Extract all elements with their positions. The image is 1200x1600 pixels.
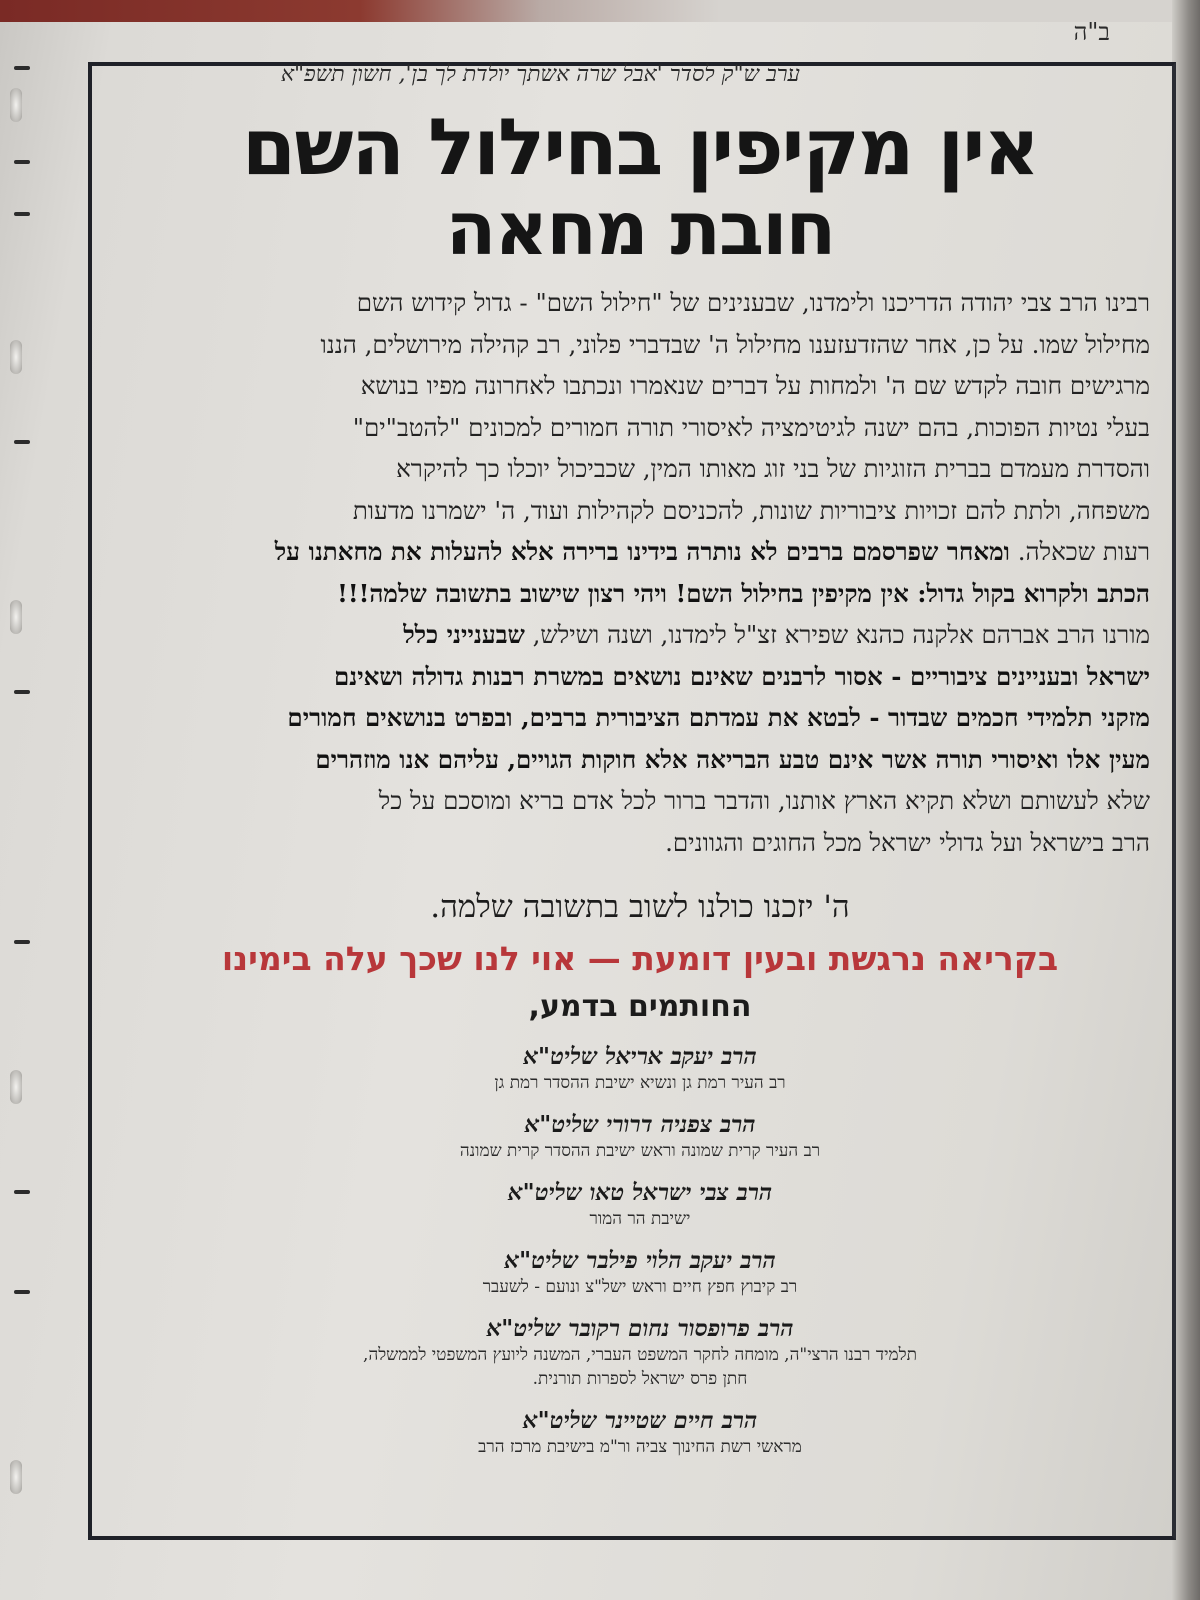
binder-hole (10, 1070, 22, 1104)
event-line-text: ערב ש"ק לסדר 'אבל שרה אשתך יולדת לך בן', חשון תשפ"א (280, 62, 800, 87)
body-line-text: רעות שכאלה. (1009, 537, 1150, 566)
signatory-name: הרב חיים שטיינר שליט"א (522, 1407, 758, 1434)
signatory (120, 1407, 1160, 1459)
signatory-name: הרב פרופסור נחום רקובר שליט"א (486, 1315, 794, 1342)
body-line-text: מחילול שמו. על כן, אחר שהזדעזענו מחילול ה' שבדברי פלוני, רב קהילה מירושלים, הננו (320, 329, 1150, 359)
binder-mark (14, 1290, 30, 1294)
corner-mark: ב"ה (1073, 18, 1110, 46)
body-line-text: בעלי נטיות הפוכות, בהם ישנה לגיטימציה לאיסורי תורה חמורים למכונים "להטב"ים" (352, 412, 1150, 442)
body-line (126, 822, 1150, 864)
headline-line-1: אין מקיפין בחילול השם (241, 103, 1039, 193)
binder-mark (14, 66, 30, 70)
body-line-emphasis: ומאחר שפרסמם ברבים לא נותרה בידינו ברירה אלא להעלות את מחאתנו על (274, 537, 1010, 566)
announcement (120, 60, 1160, 1459)
signatory-name: הרב יעקב הלוי פילבר שליט"א (504, 1247, 776, 1274)
body-line-text: שלא לעשותם ושלא תקיא הארץ אותנו, והדבר ברור לכל אדם בריא ומוסכם על כל (378, 786, 1150, 815)
binder-mark (14, 212, 30, 216)
binder-mark (14, 1190, 30, 1194)
binder-hole (10, 1460, 22, 1494)
binder-mark (14, 440, 30, 444)
body-line (126, 697, 1150, 739)
body-line (126, 531, 1150, 573)
signatory-title: רב קיבוץ חפץ חיים וראש ישל"צ ונועם - לשעבר (482, 1277, 798, 1297)
binder-mark (14, 940, 30, 944)
body-line-text: מורנו הרב אברהם אלקנה כהנא שפירא זצ"ל לימדנו, ושנה ושילש, (524, 620, 1150, 649)
body-line-emphasis: הכתב ולקרוא בקול גדול: אין מקיפין בחילול השם! ויהי רצון שישוב בתשובה שלמה!!! (337, 578, 1150, 608)
top-edge-strip (0, 0, 1200, 22)
body-line-text: משפחה, ולתת להם זכויות ציבוריות שונות, להכניסם לקהילות ועוד, ה' ישמרנו מדעות (352, 495, 1150, 525)
signatory-name: הרב יעקב אריאל שליט"א (523, 1043, 757, 1070)
signatory-title: רב העיר רמת גן ונשיא ישיבת ההסדר רמת גן (494, 1073, 786, 1093)
headline (120, 103, 1160, 272)
lament-line: בקריאה נרגשת ובעין דומעת — אוי לנו שכך עלה בימינו (221, 939, 1059, 978)
body-line (126, 324, 1150, 366)
signatories-list (120, 1043, 1160, 1459)
body-line-text: רבינו הרב צבי יהודה הדריכנו ולימדנו, שבענינים של "חילול השם" - גדול קידוש השם (356, 288, 1150, 317)
body-line (126, 739, 1150, 781)
binder-hole (10, 340, 22, 374)
body-line-text: מרגישים חובה לקדש שם ה' ולמחות על דברים שנאמרו ונכתבו לאחרונה מפיו בנושא (360, 371, 1150, 400)
body-line (126, 282, 1150, 324)
page-edge-shadow (1172, 0, 1200, 1600)
body-line (126, 573, 1150, 615)
body-line (126, 780, 1150, 822)
body-line-text: הרב בישראל ועל גדולי ישראל מכל החוגים והגוונים. (665, 827, 1150, 857)
body-text (120, 282, 1160, 863)
binder-hole (10, 600, 22, 634)
body-line (126, 614, 1150, 656)
binder-mark (14, 690, 30, 694)
headline-line-2: חובת מחאה (445, 186, 835, 272)
event-line (120, 60, 1160, 90)
body-line (126, 656, 1150, 698)
signatory-title-line-2: חתן פרס ישראל לספרות תורנית. (532, 1369, 748, 1389)
signatory (120, 1043, 1160, 1095)
body-line (126, 407, 1150, 449)
body-line-emphasis: מעין אלו ואיסורי תורה אשר אינם טבע הבריאה אלא חוקות הגויים, עליהם אנו מוזהרים (315, 744, 1150, 774)
body-line-emphasis: ישראל ובעניינים ציבוריים - אסור לרבנים שאינם נושאים במשרת רבנות גדולה ושאינם (333, 661, 1150, 691)
signatory (120, 1315, 1160, 1391)
signatories-header: החותמים בדמע, (528, 989, 752, 1024)
signatory-title: ישיבת הר המור (589, 1209, 691, 1229)
signatory (120, 1179, 1160, 1231)
signatory-title: מראשי רשת החינוך צביה ור"מ בישיבת מרכז הרב (478, 1437, 802, 1457)
body-line (126, 365, 1150, 407)
signatory-name: הרב צבי ישראל טאו שליט"א (507, 1179, 773, 1206)
body-line-emphasis: שבענייני כלל (403, 620, 525, 649)
body-line (126, 448, 1150, 490)
body-line-text: והסדרת מעמדם בברית הזוגיות של בני זוג מאותו המין, שכביכול יוכלו כך להיקרא (396, 454, 1150, 483)
body-line-emphasis: מזקני תלמידי חכמים שבדור - לבטא את עמדתם הציבורית ברבים, ובפרט בנושאים חמורים (287, 703, 1150, 732)
signatory-name: הרב צפניה דרורי שליט"א (524, 1111, 756, 1138)
binder-mark (14, 160, 30, 164)
signatory-title: רב העיר קרית שמונה וראש ישיבת ההסדר קרית שמונה (459, 1141, 821, 1161)
signatory (120, 1247, 1160, 1299)
body-line (126, 490, 1150, 532)
binder-hole (10, 88, 22, 122)
signatory (120, 1111, 1160, 1163)
blessing-line: ה' יזכנו כולנו לשוב בתשובה שלמה. (430, 889, 850, 925)
signatory-title: תלמיד רבנו הרצי"ה, מומחה לחקר המשפט העברי, המשנה ליועץ המשפטי לממשלה, (363, 1345, 917, 1365)
